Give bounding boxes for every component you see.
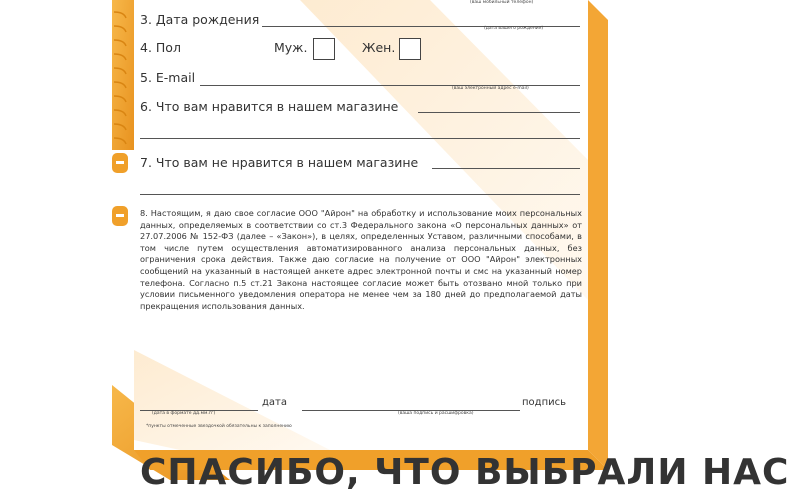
gender-male-label: Муж. (274, 40, 308, 55)
dislikes-field-1[interactable] (432, 168, 580, 169)
paper-fold (588, 0, 608, 470)
likes-field-1[interactable] (418, 112, 580, 113)
gender-label: 4. Пол (140, 40, 181, 55)
thank-you-title: СПАСИБО, ЧТО ВЫБРАЛИ НАС (140, 452, 789, 493)
dislikes-field-2[interactable] (140, 194, 580, 195)
binding-strip (112, 0, 134, 150)
dislikes-label: 7. Что вам не нравится в нашем магазине (140, 155, 419, 170)
signature-label: подпись (522, 397, 566, 408)
birthdate-hint: (дата вашего рождения) (484, 26, 544, 31)
gender-female-checkbox[interactable] (399, 38, 421, 60)
likes-field-2[interactable] (140, 138, 580, 139)
gender-female-label: Жен. (362, 40, 396, 55)
gender-male-checkbox[interactable] (313, 38, 335, 60)
date-hint: (дата в формате дд.мм.гг) (152, 411, 216, 416)
signature-hint: (ваша подпись и расшифровка) (398, 411, 474, 416)
required-footnote: *пункты отмеченные звездочкой обязательны к заполнению (146, 424, 292, 429)
email-hint: (ваш электронный адрес e-mail) (452, 86, 529, 91)
date-label: дата (262, 397, 287, 408)
birthdate-label: 3. Дата рождения (140, 12, 260, 27)
phone-hint: (ваш мобильный телефон) (470, 0, 534, 5)
likes-label: 6. Что вам нравится в нашем магазине (140, 99, 399, 114)
consent-text: 8. Настоящим, я даю свое согласие ООО "Айрон" на обработку и использование моих персональных данных, определяемых в соответствии со ст.3 Федерального закона «О персональных данных» от 27.07.2006 № 152-ФЗ (далее – «Закон»), в целях, определенных Уставом, различными способами, в том числе путем осуществления автоматизированного анализа персональных данных, без ограничения срока действия. Также даю согласие на получение от ООО "Айрон" электронных сообщений на указанный в настоящей анкете адрес электронной почты и смс на указанный номер телефона. Согласно п.5 ст.21 Закона настоящее согласие может быть отозвано мной только при условии письменного уведомления оператора не менее чем за 180 дней до предполагаемой даты прекращения использования данных. (140, 208, 582, 311)
email-label: 5. E-mail (140, 70, 196, 85)
